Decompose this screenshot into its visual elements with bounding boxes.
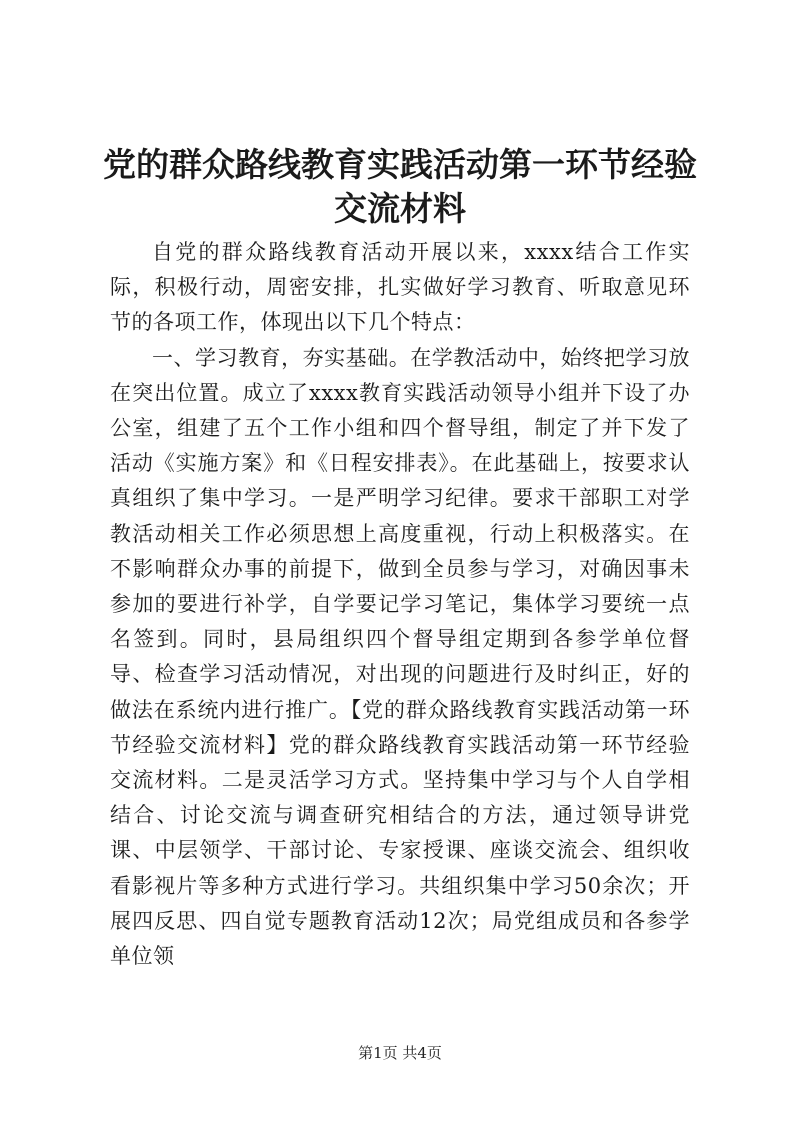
paragraph-intro: 自党的群众路线教育活动开展以来，xxxx结合工作实际，积极行动，周密安排，扎实做好学习教育、听取意见环节的各项工作，体现出以下几个特点： <box>110 240 690 335</box>
page-number: 第1页 共4页 <box>358 1044 442 1062</box>
document-body <box>110 235 690 974</box>
paragraph-study-education: 一、学习教育，夯实基础。在学教活动中，始终把学习放在突出位置。成立了xxxx教育实践活动领导小组并下设了办公室，组建了五个工作小组和四个督导组，制定了并下发了活动《实施方案》和《日程安排表》。在此基础上，按要求认真组织了集中学习。一是严明学习纪律。要求干部职工对学教活动相关工作必须思想上高度重视，行动上积极落实。在不影响群众办事的前提下，做到全员参与学习，对确因事未参加的要进行补学，自学要记学习笔记，集体学习要统一点名签到。同时，县局组织四个督导组定期到各参学单位督导、检查学习活动情况，对出现的问题进行及时纠正，好的做法在系统内进行推广。【党的群众路线教育实践活动第一环节经验交流材料】党的群众路线教育实践活动第一环节经验交流材料。二是灵活学习方式。坚持集中学习与个人自学相结合、讨论交流与调查研究相结合的方法，通过领导讲党课、中层领学、干部讨论、专家授课、座谈交流会、组织收看影视片等多种方式进行学习。共组织集中学习50余次；开展四反思、四自觉专题教育活动12次；局党组成员和各参学单位领 <box>110 345 690 969</box>
document-title: 党的群众路线教育实践活动第一环节经验交流材料 <box>103 145 697 228</box>
